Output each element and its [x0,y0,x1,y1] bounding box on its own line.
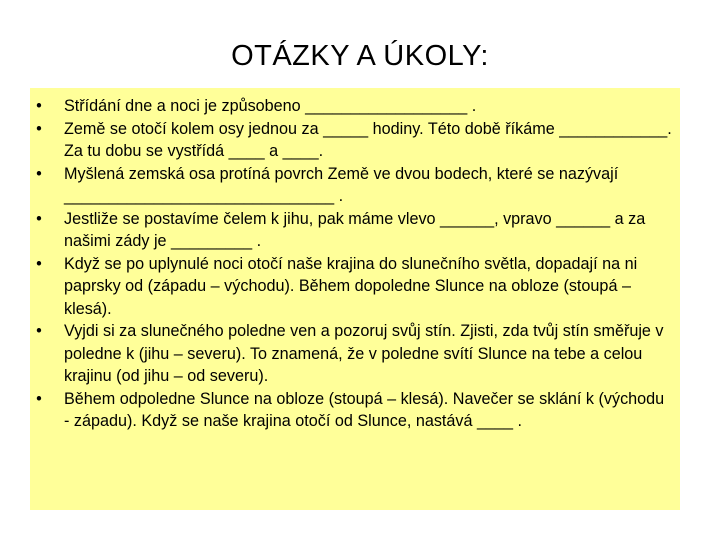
bullet-icon: • [36,97,42,115]
bullet-icon: • [36,119,42,138]
slide-title: OTÁZKY A ÚKOLY: [231,40,489,72]
bullet-icon: • [36,164,42,183]
question-item-5 [30,253,674,321]
question-text: Když se po uplynulé noci otočí naše krajina do slunečního světla, dopadají na ni paprsky od (západu – východu). Během dopoledne Slunce na obloze (stoupá – klesá). [64,254,638,318]
bullet-icon: • [36,254,42,273]
bullet-icon: • [36,209,42,228]
question-item-6 [30,320,674,388]
question-item-7 [30,388,674,433]
question-item-1 [30,95,674,118]
question-text: Během odpoledne Slunce na obloze (stoupá – klesá). Navečer se sklání k (východu - západu). Když se naše krajina otočí od Slunce, nastává ____ . [64,389,665,430]
bullet-icon: • [36,389,42,408]
question-text: Myšlená zemská osa protíná povrch Země ve dvou bodech, které se nazývají ______________________________ . [64,164,619,205]
bullet-icon: • [36,322,42,340]
question-item-4 [30,208,674,253]
question-text: Země se otočí kolem osy jednou za _____ hodiny. Této době říkáme ____________. Za tu dobu se vystřídá ____ a ____. [64,119,672,160]
question-text: Vyjdi si za slunečného poledne ven a pozoruj svůj stín. Zjisti, zda tvůj stín směřuje v poledne k (jihu – severu). To znamená, že v poledne svítí Slunce na tebe a celou krajinu (od jihu – od severu). [64,322,664,385]
question-text: Střídání dne a noci je způsobeno __________________ . [64,97,477,115]
question-text: Jestliže se postavíme čelem k jihu, pak máme vlevo ______, vpravo ______ a za našimi zády je _________ . [64,209,646,250]
questions-panel [30,88,680,510]
question-item-2 [30,118,674,163]
questions-list [30,88,680,433]
question-item-3 [30,163,674,208]
